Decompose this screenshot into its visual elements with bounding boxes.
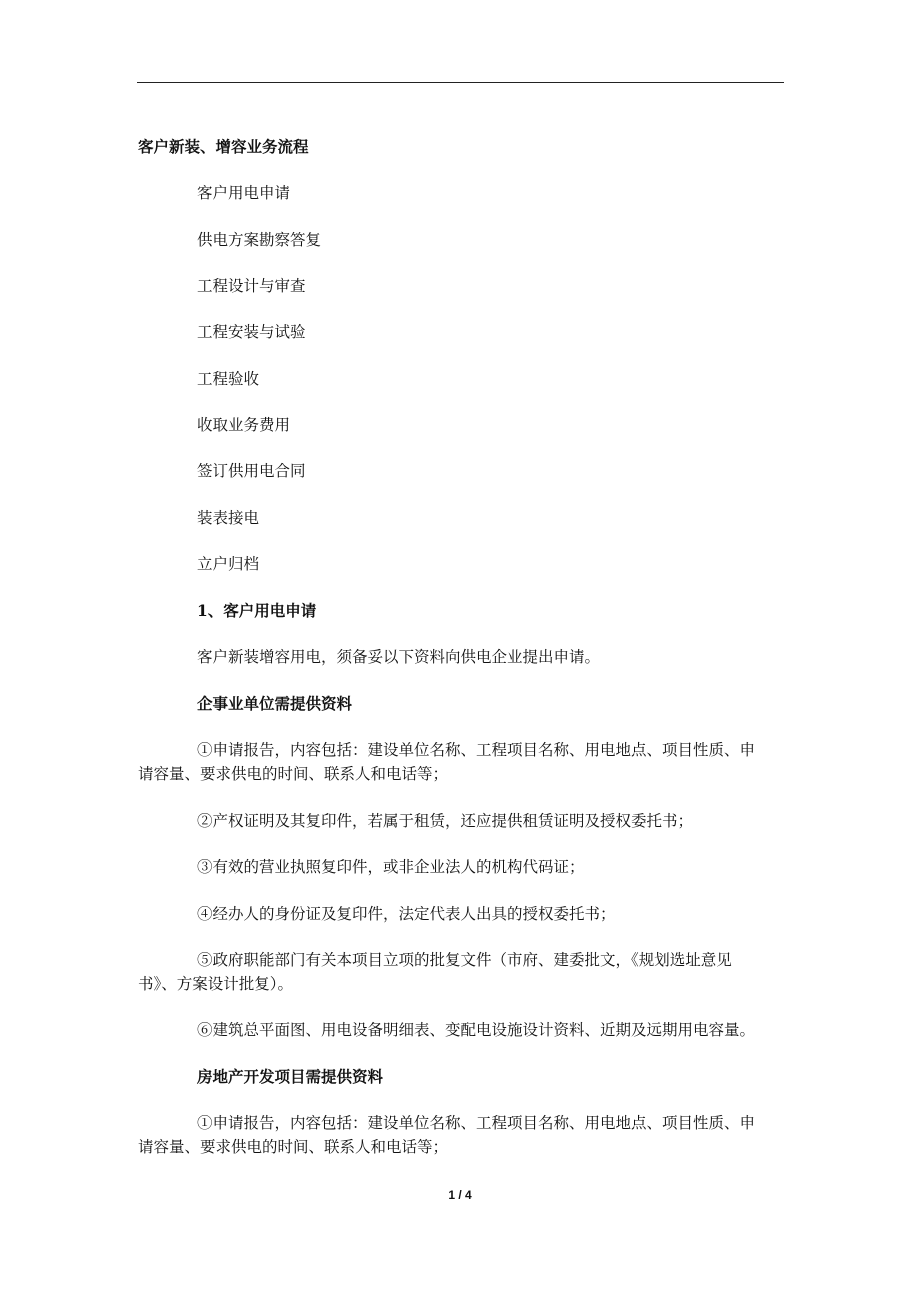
step-item: 收取业务费用 <box>197 416 291 434</box>
step-item: 工程验收 <box>197 370 260 388</box>
list-item: ④经办人的身份证及复印件，法定代表人出具的授权委托书； <box>197 905 616 923</box>
step-item: 工程安装与试验 <box>197 323 306 341</box>
step-item: 工程设计与审查 <box>197 277 306 295</box>
step-item: 供电方案勘察答复 <box>197 231 322 249</box>
list-item-line: 请容量、要求供电的时间、联系人和电话等； <box>138 765 449 783</box>
document-title: 客户新装、增容业务流程 <box>138 137 309 156</box>
header-rule <box>137 82 784 83</box>
list-item-line: 书》、方案设计批复）。 <box>138 975 294 993</box>
step-item: 立户归档 <box>197 555 260 573</box>
page-indicator: 1 / 4 <box>448 1188 472 1202</box>
list-item-line: ①申请报告，内容包括：建设单位名称、工程项目名称、用电地点、项目性质、申 <box>197 741 756 759</box>
step-item: 客户用电申请 <box>197 184 291 202</box>
list-item: ③有效的营业执照复印件，或非企业法人的机构代码证； <box>197 858 585 876</box>
step-item: 装表接电 <box>197 509 260 527</box>
list-item-line: 请容量、要求供电的时间、联系人和电话等； <box>138 1138 449 1156</box>
list-item: ⑥建筑总平面图、用电设备明细表、变配电设施设计资料、近期及远期用电容量。 <box>197 1021 756 1039</box>
subsection-heading: 房地产开发项目需提供资料 <box>197 1067 384 1086</box>
step-item: 签订供用电合同 <box>197 462 306 480</box>
list-item: ②产权证明及其复印件，若属于租赁，还应提供租赁证明及授权委托书； <box>197 812 694 830</box>
list-item-line: ⑤政府职能部门有关本项目立项的批复文件（市府、建委批文，《规划选址意见 <box>197 951 732 969</box>
section-heading: 1、客户用电申请 <box>197 601 317 620</box>
list-item-line: ①申请报告，内容包括：建设单位名称、工程项目名称、用电地点、项目性质、申 <box>197 1114 756 1132</box>
subsection-heading: 企事业单位需提供资料 <box>197 694 353 713</box>
paragraph: 客户新装增容用电，须备妥以下资料向供电企业提出申请。 <box>197 648 601 666</box>
